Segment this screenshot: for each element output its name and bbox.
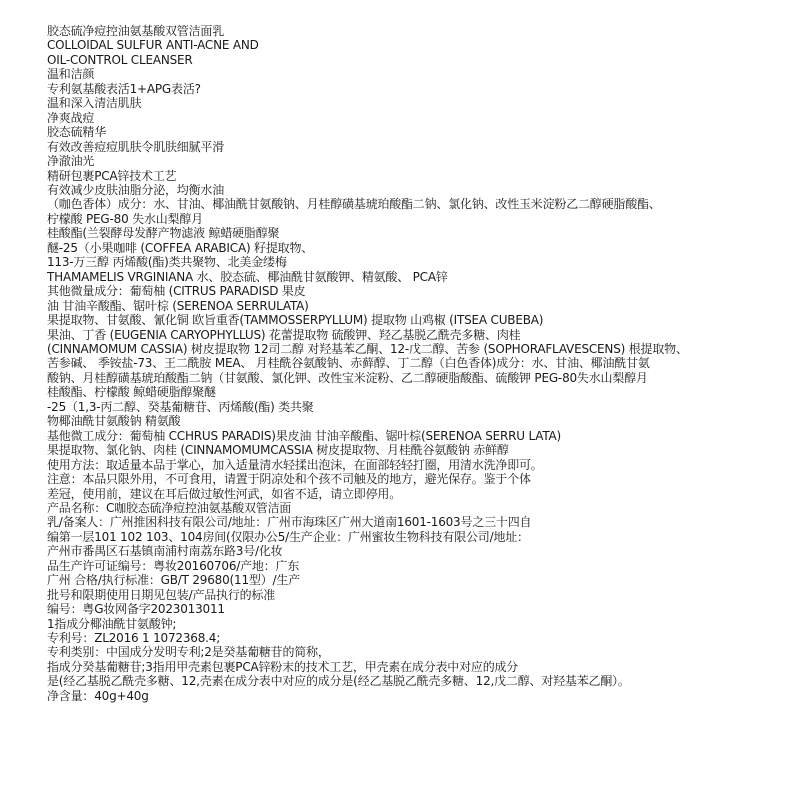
text-line: （咖色香体）成分：水、甘油、椰油酰甘氨酸钠、月桂醇磺基琥珀酸酯二钠、氯化钠、改性玉米淀粉乙二醇硬脂酸酯、 <box>47 197 661 212</box>
text-line: 精研包裹PCA锌技术工艺 <box>47 168 177 183</box>
text-line: 有效减少皮肤油脂分泌，均衡水油 <box>47 182 225 197</box>
text-line: 注意：本品只限外用，不可食用，请置于阴凉处和个孩不司触及的地方，避光保存。鉴于个体 <box>47 472 531 487</box>
text-line: 专利氨基酸表活1+APG表活? <box>47 81 201 96</box>
text-line: 酸钠、月桂醇磺基琥珀酸酯二钠（甘氨酸、氯化钾、改性宝米淀粉、乙二醇硬脂酸酯、硫酸钾 PEG-80失水山梨醇月 <box>47 370 648 385</box>
text-line: 柠檬酸 PEG-80 失水山梨醇月 <box>47 211 203 226</box>
text-line: 品生产许可证编号：粤妆20160706/产地：广东 <box>47 558 300 573</box>
text-line: 使用方法：取适量本品于掌心，加入适量清水轻揉出泡沫，在面部轻轻打圈，用清水洗净即可。 <box>47 457 543 472</box>
text-line: -25（1,3-丙二醇、癸基葡糖苷、丙烯酸(酯) 类共聚 <box>47 399 314 414</box>
text-line: 苦参碱、 季铵盐-73、王二酰胺 MEA、 月桂酰谷氨酸钠、赤藓醇、丁二醇（白色香体)成分：水、甘油、椰油酰甘氨 <box>47 356 650 371</box>
text-line: 其他微量成分：葡萄柚 (CITRUS PARADISD 果皮 <box>47 284 306 299</box>
text-line: 桂酸酯、柠檬酸 鲸蜡硬脂醇聚醚 <box>47 385 216 400</box>
text-line: 产品名称：C咖胶态硫净痘控油氨基酸双管洁面 <box>47 500 292 515</box>
text-line: 1指成分椰油酰甘氨酸钟; <box>47 616 177 631</box>
text-line: 果提取物、甘氨酸、氰化铜 欧旨重香(TAMMOSSERPYLLUM) 提取物 山鸡椒 (ITSEA CUBEBA) <box>47 313 544 328</box>
text-line: 乳/备案人：广州推困科技有限公司/地址：广州市海珠区广州大道南1601-1603号之三十四自 <box>47 515 532 530</box>
text-line: 基他微工成分：葡萄柚 CCHRUS PARADIS)果皮油 甘油辛酸酯、锯叶棕(SERENOA SERRU LATA) <box>47 428 562 443</box>
text-line: 果油、丁香 (EUGENIA CARYOPHYLLUS) 花蕾提取物 硫酸钾、羟乙基脱乙酰壳多糖、肉桂 <box>47 327 521 342</box>
text-line: 胶态硫净痘控油氨基酸双管洁面乳 <box>47 24 225 38</box>
text-line: 批号和限期使用日期见包装/产品执行的标准 <box>47 587 276 602</box>
text-line: 产州市番禺区石基镇南浦村南荔东路3号/化妆 <box>47 544 283 559</box>
text-line: COLLOIDAL SULFUR ANTI-ACNE AND <box>47 38 259 53</box>
text-line: 专利号：ZL2016 1 1072368.4; <box>47 631 221 646</box>
text-line: 胶态硫精华 <box>47 125 107 140</box>
text-line: 温和深入清洁肌肤 <box>47 96 142 111</box>
text-line: 编第一层101 102 103、104房间(仅限办公5/生产企业：广州蜜妆生物科技有限公司/地址： <box>47 529 529 544</box>
text-line: 果提取物、氯化钠、肉桂 (CINNAMOMUMCASSIA 树皮提取物、月桂酰谷氨酸钠 赤鲜醇 <box>47 443 509 458</box>
text-line: 有效改善痘痘肌肤令肌肤细腻平滑 <box>47 139 225 154</box>
text-line: 净澈油光 <box>47 154 95 169</box>
text-line: 113-万三醇 丙烯酸(酯)类共聚物、北美金缕梅 <box>47 255 287 270</box>
text-line: THAMAMELIS VRGINIANA 水、胶态硫、椰油酰甘氨酸钾、精氨酸、 PCA锌 <box>47 269 448 284</box>
text-line: 醚-25（小果咖啡 (COFFEA ARABICA) 籽提取物、 <box>47 240 314 255</box>
text-line: 广州 合格/执行标准：GB/T 29680(11型）/生产 <box>47 573 300 588</box>
text-line: OIL-CONTROL CLEANSER <box>47 52 193 67</box>
text-line: 温和洁颜 <box>47 67 95 82</box>
text-line: 指成分癸基葡糖苷;3指用甲壳素包裹PCA锌粉末的技术工艺，甲壳素在成分表中对应的成分 <box>47 659 519 674</box>
text-line: 是(经乙基脱乙酰壳多糖、12,壳素在成分表中对应的成分是(经乙基脱乙酰壳多糖、12,戊二醇、对羟基苯乙酮）。 <box>47 674 630 689</box>
text-line: 差冠，使用前，建议在耳后做过敏性河武，如省不适，请立即停用。 <box>47 486 402 501</box>
text-line: 编号：粤G妆网备字2023013011 <box>47 602 225 617</box>
text-line: 油 甘油辛酸酯、锯叶棕 (SERENOA SERRULATA) <box>47 298 309 313</box>
product-label-text <box>47 24 787 703</box>
text-line: 净含量：40g+40g <box>47 688 149 703</box>
text-line: (CINNAMOMUM CASSIA) 树皮提取物 12司二醇 对羟基苯乙酮、12-戊二醇、苦参 (SOPHORAFLAVESCENS) 根提取物、 <box>47 341 688 356</box>
text-line: 桂酸酯(兰裂酵母发酵产物滤液 鲸蜡硬脂醇聚 <box>47 226 280 241</box>
text-line: 物椰油酰甘氨酸钠 精氨酸 <box>47 414 181 429</box>
text-line: 专利类别：中国成分发明专利;2是癸基葡糖苷的简称， <box>47 645 330 660</box>
text-line: 净爽战痘 <box>47 110 95 125</box>
